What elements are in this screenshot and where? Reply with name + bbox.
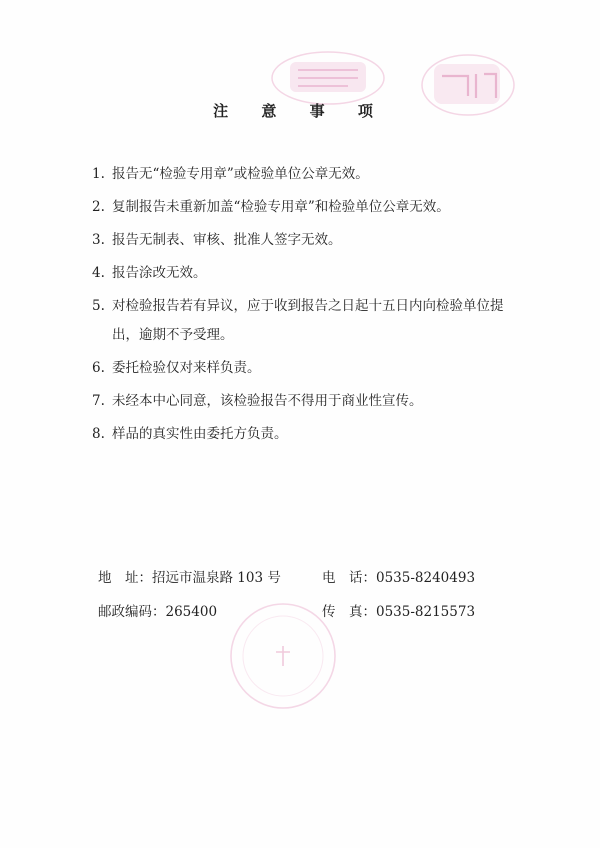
item-number: 7. — [92, 393, 105, 409]
address-value: 招远市温泉路 103 号 — [152, 570, 281, 586]
fax-value: 0535-8215573 — [376, 604, 476, 620]
item-number: 6. — [92, 360, 105, 376]
phone-block — [322, 566, 475, 586]
item-text: 未经本中心同意，该检验报告不得用于商业性宣传。 — [112, 393, 423, 409]
address-block — [98, 566, 281, 586]
item-number: 8. — [92, 426, 105, 442]
footer-row-postcode — [98, 600, 518, 624]
postcode-block — [98, 600, 217, 620]
item-number: 5. — [92, 298, 105, 314]
footer-row-address — [98, 566, 518, 590]
list-item — [92, 160, 522, 189]
postcode-label: 邮政编码： — [98, 604, 166, 620]
postcode-value: 265400 — [165, 604, 218, 620]
list-item — [92, 420, 522, 449]
item-number: 1. — [92, 166, 105, 182]
list-item — [92, 193, 522, 222]
item-number: 3. — [92, 232, 105, 248]
item-number: 2. — [92, 199, 105, 215]
item-text: 样品的真实性由委托方负责。 — [112, 426, 288, 442]
notice-list — [92, 160, 522, 453]
list-item — [92, 226, 522, 255]
item-text: 复制报告未重新加盖“检验专用章”和检验单位公章无效。 — [112, 199, 450, 215]
page-title: 注 意 事 项 — [213, 102, 387, 120]
item-text: 报告无“检验专用章”或检验单位公章无效。 — [112, 166, 369, 182]
item-text: 对检验报告若有异议，应于收到报告之日起十五日内向检验单位提 — [112, 298, 504, 314]
item-text: 报告无制表、审核、批准人签字无效。 — [112, 232, 342, 248]
fax-label: 传 真： — [322, 604, 376, 620]
list-item — [92, 259, 522, 288]
item-text: 报告涂改无效。 — [112, 265, 207, 281]
fax-block — [322, 600, 475, 620]
list-item — [92, 292, 522, 350]
item-text: 委托检验仅对来样负责。 — [112, 360, 261, 376]
item-text-continued: 出，逾期不予受理。 — [112, 327, 234, 343]
address-label: 地 址： — [98, 570, 152, 586]
phone-label: 电 话： — [322, 570, 376, 586]
list-item — [92, 354, 522, 383]
item-number: 4. — [92, 265, 105, 281]
seal-stamp-top-left — [268, 48, 388, 108]
phone-value: 0535-8240493 — [376, 570, 476, 586]
list-item — [92, 387, 522, 416]
